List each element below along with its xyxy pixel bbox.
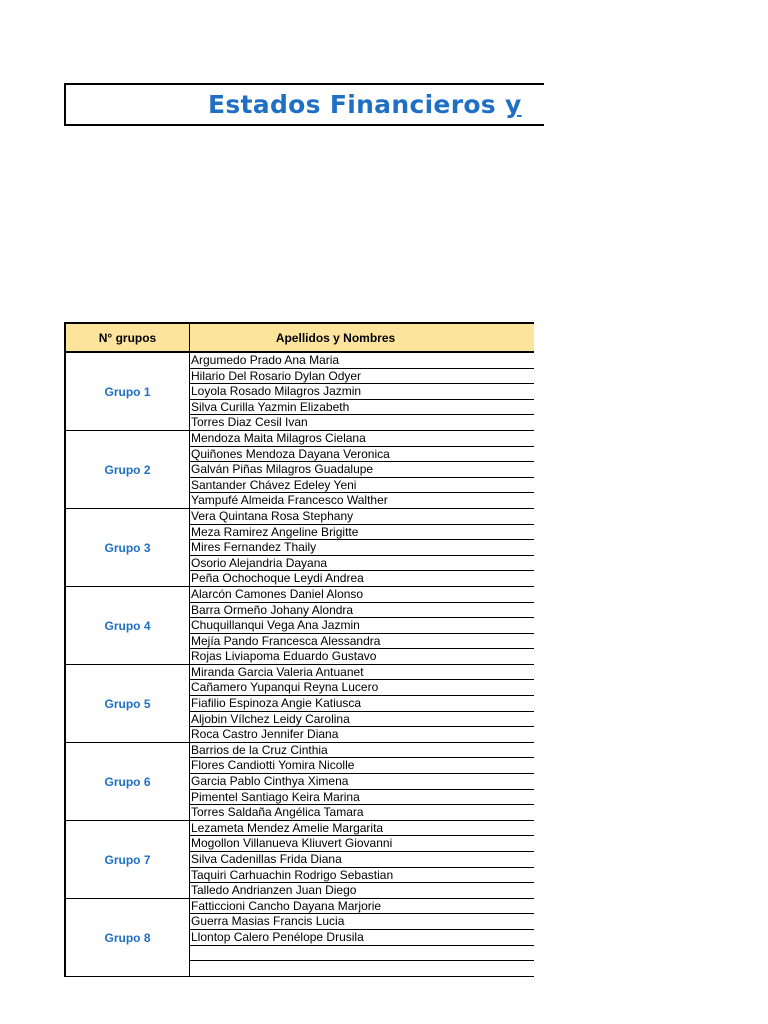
member-name-row: Loyola Rosado Milagros Jazmin	[190, 384, 534, 400]
member-name-row: Silva Curilla Yazmin Elizabeth	[190, 400, 534, 416]
header-groups-label: N° grupos	[98, 330, 157, 345]
title-tail: y	[504, 90, 522, 119]
member-name-row: Santander Chávez Edeley Yeni	[190, 478, 534, 494]
member-name-row: Quiñones Mendoza Dayana Veronica	[190, 447, 534, 463]
member-name-row: Lezameta Mendez Amelie Margarita	[190, 821, 534, 837]
member-name-row: Talledo Andrianzen Juan Diego	[190, 883, 534, 899]
member-name-row: Rojas Liviapoma Eduardo Gustavo	[190, 649, 534, 665]
member-name-row: Silva Cadenillas Frida Diana	[190, 852, 534, 868]
header-names-label: Apellidos y Nombres	[275, 330, 396, 345]
group-cell: Grupo 5	[64, 665, 190, 743]
group-cell: Grupo 3	[64, 509, 190, 587]
member-name-row: Llontop Calero Penélope Drusila	[190, 930, 534, 946]
member-name-row: Mogollon Villanueva Kliuvert Giovanni	[190, 836, 534, 852]
member-name-row: Barrios de la Cruz Cinthia	[190, 743, 534, 759]
group-cell: Grupo 8	[64, 899, 190, 977]
member-name-row: Cañamero Yupanqui Reyna Lucero	[190, 680, 534, 696]
member-name-row	[190, 961, 534, 977]
member-name-row: Roca Castro Jennifer Diana	[190, 727, 534, 743]
member-name-row: Flores Candiotti Yomira Nicolle	[190, 758, 534, 774]
member-name-row: Peña Ochochoque Leydi Andrea	[190, 571, 534, 587]
member-name-row: Meza Ramirez Angeline Brigitte	[190, 525, 534, 541]
member-name-row: Alarcón Camones Daniel Alonso	[190, 587, 534, 603]
member-name-row: Mendoza Maita Milagros Cielana	[190, 431, 534, 447]
member-name-row: Torres Saldaña Angélica Tamara	[190, 805, 534, 821]
group-cell: Grupo 4	[64, 587, 190, 665]
group-cell: Grupo 6	[64, 743, 190, 821]
member-name-row: Barra Ormeño Johany Alondra	[190, 603, 534, 619]
member-name-row: Fatticcioni Cancho Dayana Marjorie	[190, 899, 534, 915]
member-name-row: Guerra Masias Francis Lucia	[190, 914, 534, 930]
member-name-row: Mejía Pando Francesca Alessandra	[190, 634, 534, 650]
member-name-row: Yampufé Almeida Francesco Walther	[190, 493, 534, 509]
group-cell: Grupo 1	[64, 353, 190, 431]
names-column	[190, 353, 534, 977]
member-name-row	[190, 946, 534, 962]
groups-column	[64, 353, 190, 977]
header-names	[190, 322, 534, 353]
member-name-row: Garcia Pablo Cinthya Ximena	[190, 774, 534, 790]
member-name-row: Chuquillanqui Vega Ana Jazmin	[190, 618, 534, 634]
member-name-row: Vera Quintana Rosa Stephany	[190, 509, 534, 525]
member-name-row: Argumedo Prado Ana Maria	[190, 353, 534, 369]
member-name-row: Mires Fernandez Thaily	[190, 540, 534, 556]
member-name-row: Galván Piñas Milagros Guadalupe	[190, 462, 534, 478]
member-name-row: Fiafilio Espinoza Angie Katiusca	[190, 696, 534, 712]
member-name-row: Taquiri Carhuachin Rodrigo Sebastian	[190, 868, 534, 884]
member-name-row: Aljobin Vílchez Leidy Carolina	[190, 712, 534, 728]
header-groups	[64, 322, 190, 353]
group-cell: Grupo 2	[64, 431, 190, 509]
member-name-row: Miranda Garcia Valeria Antuanet	[190, 665, 534, 681]
member-name-row: Osorio Alejandria Dayana	[190, 556, 534, 572]
member-name-row: Torres Diaz Cesil Ivan	[190, 415, 534, 431]
member-name-row: Hilario Del Rosario Dylan Odyer	[190, 369, 534, 385]
member-name-row: Pimentel Santiago Keira Marina	[190, 790, 534, 806]
title-main: Estados Financieros	[208, 90, 505, 119]
group-cell: Grupo 7	[64, 821, 190, 899]
